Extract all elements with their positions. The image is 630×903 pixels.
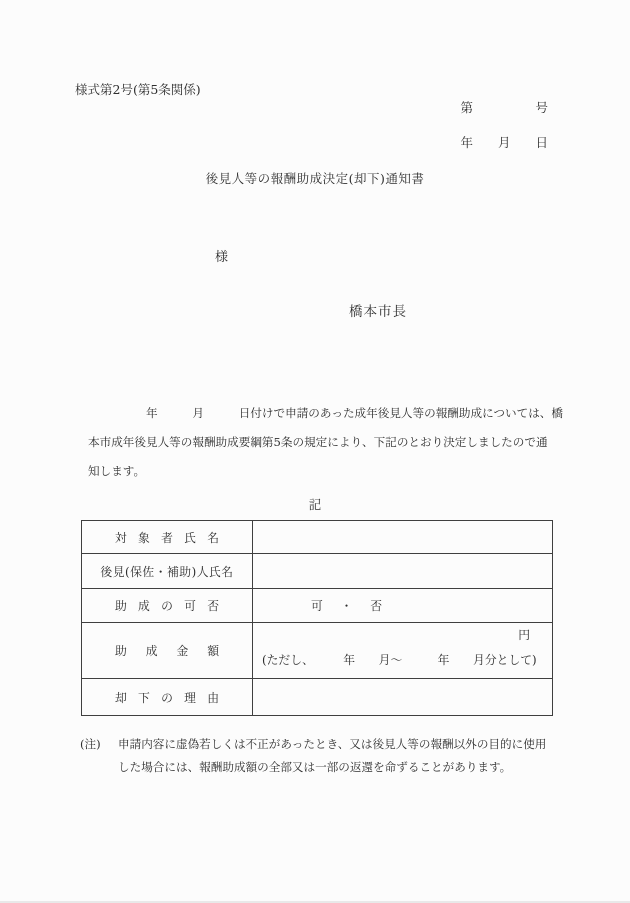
note-lines — [118, 733, 546, 778]
body-line: 年 月 日付けで申請のあった成年後見人等の報酬助成については、橋 — [88, 406, 563, 420]
body-line: 本市成年後見人等の報酬助成要綱第5条の規定により、下記のとおり決定しましたので通 — [88, 434, 548, 449]
form-number-label: 様式第2号(第5条関係) — [75, 82, 201, 97]
note-section — [80, 733, 546, 778]
row-label-cell — [82, 554, 253, 589]
amount-period-note: (ただし、 年 月～ 年 月分として) — [262, 653, 537, 667]
date-line: 年 月 日 — [460, 135, 548, 150]
body-line: 知します。 — [88, 463, 146, 478]
row-label-cell — [82, 679, 253, 716]
row-label-cell — [82, 623, 253, 679]
document-number-line: 第 号 — [460, 100, 548, 115]
row-label-cell — [82, 589, 253, 623]
row-value-cell — [253, 679, 553, 716]
approval-options: 可 ・ 否 — [311, 599, 385, 613]
row-value-cell — [253, 554, 553, 589]
body-paragraph — [88, 399, 568, 485]
note-line: 申請内容に虚偽若しくは不正があったとき、又は後見人等の報酬以外の目的に使用 — [118, 737, 547, 751]
decision-table — [81, 520, 553, 716]
note-line: した場合には、報酬助成額の全部又は一部の返還を命ずることがあります。 — [118, 759, 512, 774]
record-marker: 記 — [308, 497, 322, 512]
sender-name: 橋本市長 — [349, 304, 407, 320]
row-label: 助成金額 — [115, 644, 219, 658]
row-label: 後見(保佐・補助)人氏名 — [100, 564, 234, 579]
note-marker: (注) — [80, 737, 101, 751]
addressee-honorific: 様 — [215, 250, 229, 265]
amount-unit: 円 — [518, 628, 530, 642]
document-title: 後見人等の報酬助成決定(却下)通知書 — [205, 171, 425, 186]
row-label: 却下の理由 — [115, 690, 219, 705]
row-value-cell — [253, 521, 553, 554]
row-value-cell — [253, 623, 553, 679]
table-row-subject-name — [82, 521, 553, 554]
row-value-cell — [253, 589, 553, 623]
table-row-rejection-reason — [82, 679, 553, 716]
row-label: 対象者氏名 — [115, 530, 219, 545]
table-row-subsidy-amount — [82, 623, 553, 679]
table-row-guardian-name — [82, 554, 553, 589]
row-label-cell — [82, 521, 253, 554]
row-label: 助成の可否 — [115, 599, 219, 613]
table-row-subsidy-approval — [82, 589, 553, 623]
